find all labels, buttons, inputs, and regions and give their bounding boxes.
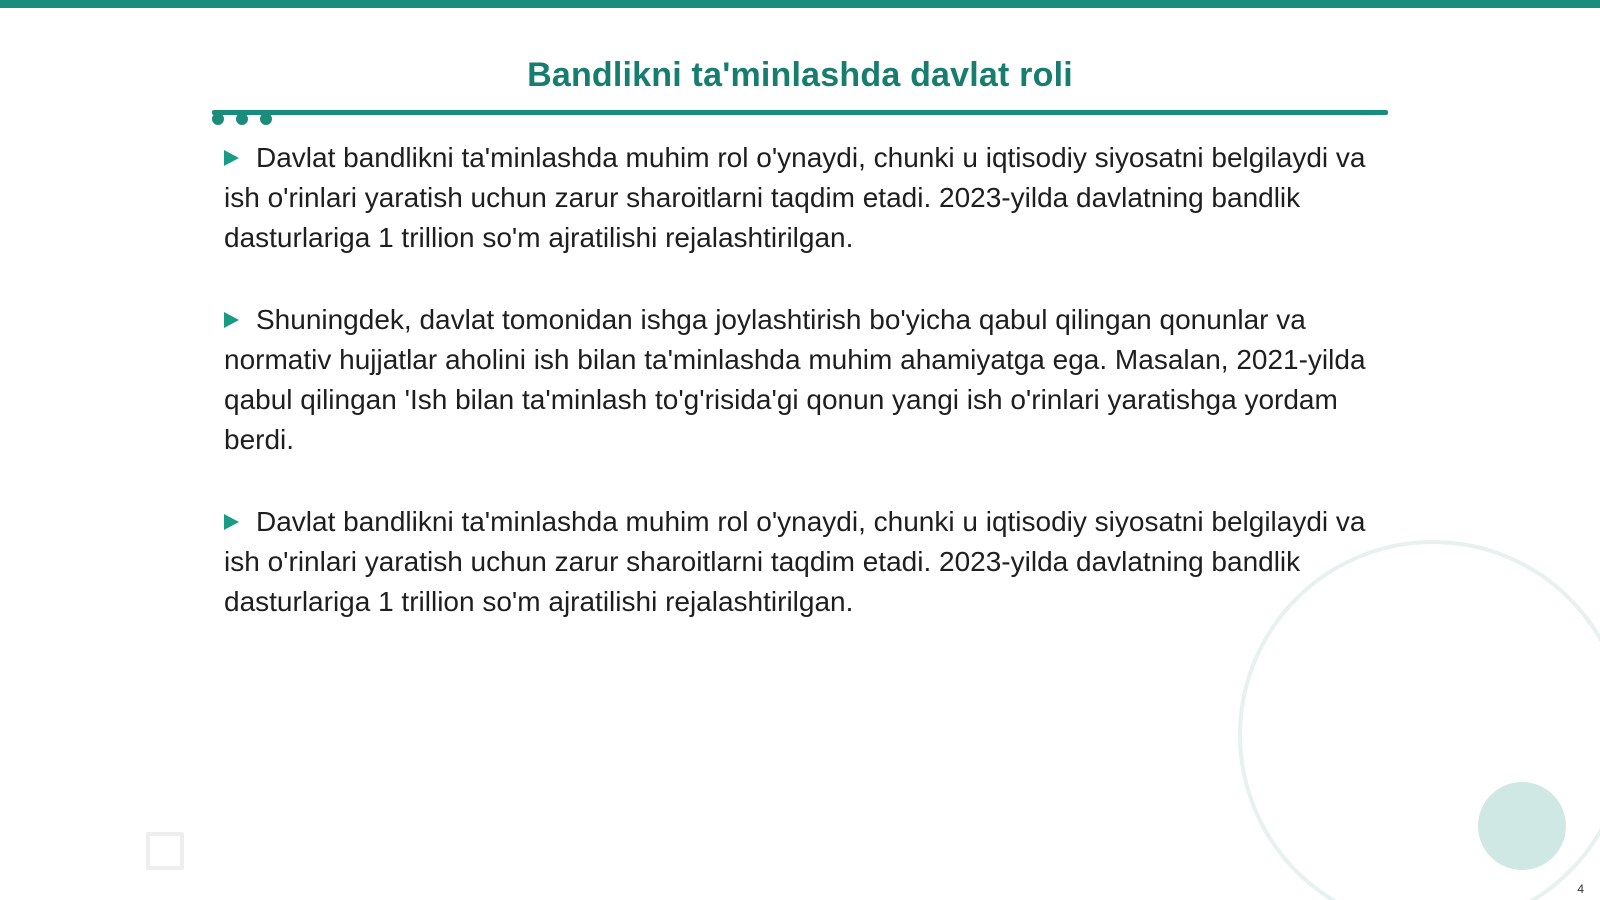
decorative-dot	[260, 113, 272, 125]
page-number: 4	[1577, 882, 1584, 896]
decorative-dot	[236, 113, 248, 125]
paragraph-text: Davlat bandlikni ta'minlashda muhim rol o'ynaydi, chunki u iqtisodiy siyosatni belgilaydi va ish o'rinlari yaratish uchun zarur sharoitlarni taqdim etadi. 2023-yilda davlatning bandlik dasturlariga 1 trillion so'm ajratilishi rejalashtirilgan.	[224, 142, 1366, 253]
triangle-right-icon	[224, 514, 239, 530]
slide-content	[224, 138, 1384, 664]
decorative-dot	[212, 113, 224, 125]
title-underline	[212, 110, 1388, 115]
paragraph-text: Shuningdek, davlat tomonidan ishga joylashtirish bo'yicha qabul qilingan qonunlar va normativ hujjatlar aholini ish bilan ta'minlashda muhim ahamiyatga ega. Masalan, 2021-yilda qabul qilingan 'Ish bilan ta'minlash to'g'risida'gi qonun yangi ish o'rinlari yaratishga yordam berdi.	[224, 304, 1366, 455]
decorative-square	[146, 832, 184, 870]
slide-title: Bandlikni ta'minlashda davlat roli	[527, 56, 1073, 94]
paragraph-text: Davlat bandlikni ta'minlashda muhim rol o'ynaydi, chunki u iqtisodiy siyosatni belgilaydi va ish o'rinlari yaratish uchun zarur sharoitlarni taqdim etadi. 2023-yilda davlatning bandlik dasturlariga 1 trillion so'm ajratilishi rejalashtirilgan.	[224, 506, 1366, 617]
decorative-circle-filled	[1478, 782, 1566, 870]
bullet-paragraph-1	[224, 138, 1384, 258]
top-accent-bar	[0, 0, 1600, 8]
triangle-right-icon	[224, 312, 239, 328]
triangle-right-icon	[224, 150, 239, 166]
bullet-paragraph-2	[224, 300, 1384, 460]
bullet-paragraph-3	[224, 502, 1384, 622]
